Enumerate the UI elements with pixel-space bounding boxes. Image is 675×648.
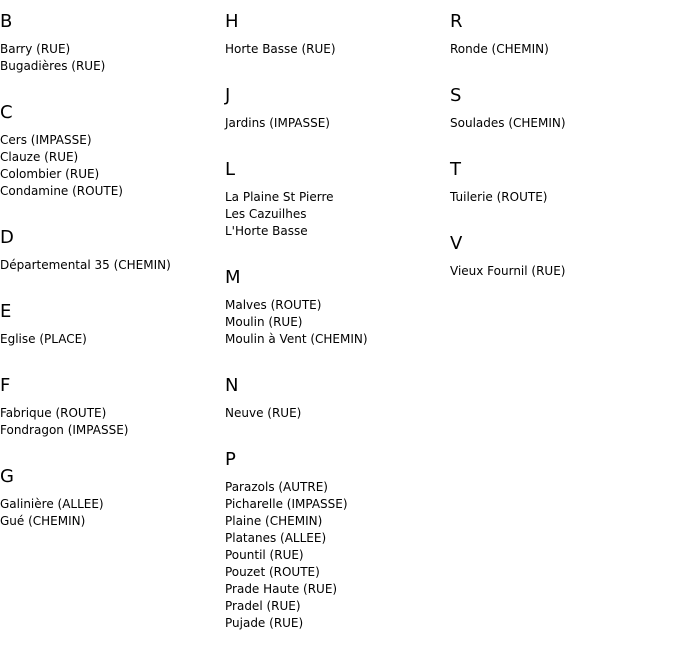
street-link[interactable]: Moulin à Vent (CHEMIN) — [225, 332, 368, 346]
street-link[interactable]: Départemental 35 (CHEMIN) — [0, 258, 171, 272]
street-list-item — [225, 405, 445, 422]
group-spacer — [225, 132, 445, 148]
group-spacer — [0, 530, 220, 546]
street-list — [0, 41, 220, 75]
letter-heading: M — [225, 267, 241, 288]
street-list-item — [0, 58, 220, 75]
letter-heading: V — [450, 233, 463, 254]
street-link[interactable]: Pouzet (ROUTE) — [225, 565, 320, 579]
group-spacer — [225, 422, 445, 438]
group-spacer — [450, 132, 670, 148]
group-spacer — [0, 200, 220, 216]
street-link[interactable]: Soulades (CHEMIN) — [450, 116, 566, 130]
street-list-item — [0, 513, 220, 530]
street-list-item — [225, 297, 445, 314]
group-spacer — [225, 348, 445, 364]
group-spacer — [450, 280, 670, 296]
street-list — [0, 496, 220, 530]
street-link[interactable]: Eglise (PLACE) — [0, 332, 87, 346]
street-link[interactable]: La Plaine St Pierre — [225, 190, 334, 204]
letter-heading: B — [0, 11, 13, 32]
street-list-item — [0, 132, 220, 149]
street-link[interactable]: Moulin (RUE) — [225, 315, 303, 329]
group-spacer — [225, 58, 445, 74]
street-list-item — [225, 530, 445, 547]
street-list — [0, 132, 220, 200]
street-link[interactable]: Clauze (RUE) — [0, 150, 79, 164]
street-list — [450, 41, 670, 58]
street-link[interactable]: Cers (IMPASSE) — [0, 133, 92, 147]
street-index-column-3 — [450, 0, 670, 296]
street-link[interactable]: Pujade (RUE) — [225, 616, 304, 630]
letter-heading: H — [225, 11, 239, 32]
street-list-item — [0, 496, 220, 513]
group-spacer — [450, 58, 670, 74]
street-list — [225, 405, 445, 422]
letter-group-c — [0, 101, 220, 216]
street-link[interactable]: Malves (ROUTE) — [225, 298, 322, 312]
letter-heading: C — [0, 102, 13, 123]
street-link[interactable]: Plaine (CHEMIN) — [225, 514, 323, 528]
group-spacer — [450, 206, 670, 222]
street-list — [225, 297, 445, 348]
street-link[interactable]: Galinière (ALLEE) — [0, 497, 104, 511]
letter-group-f — [0, 374, 220, 455]
letter-group-n — [225, 374, 445, 438]
street-list-item — [450, 189, 670, 206]
letter-group-r — [450, 10, 670, 74]
letter-group-b — [0, 10, 220, 91]
street-list-item — [225, 547, 445, 564]
letter-heading: E — [0, 301, 12, 322]
group-spacer — [225, 240, 445, 256]
street-list-item — [225, 331, 445, 348]
group-spacer — [225, 632, 445, 648]
street-link[interactable]: Bugadières (RUE) — [0, 59, 106, 73]
letter-group-e — [0, 300, 220, 364]
street-link[interactable]: Neuve (RUE) — [225, 406, 302, 420]
street-list-item — [0, 183, 220, 200]
street-index-column-1 — [0, 0, 220, 546]
street-link[interactable]: Fondragon (IMPASSE) — [0, 423, 129, 437]
letter-group-l — [225, 158, 445, 256]
street-list-item — [450, 115, 670, 132]
street-link[interactable]: Pradel (RUE) — [225, 599, 301, 613]
street-list-item — [0, 149, 220, 166]
street-link[interactable]: Horte Basse (RUE) — [225, 42, 336, 56]
street-list-item — [225, 189, 445, 206]
street-list — [225, 115, 445, 132]
letter-group-g — [0, 465, 220, 546]
street-list — [0, 331, 220, 348]
street-link[interactable]: Platanes (ALLEE) — [225, 531, 327, 545]
street-list — [225, 189, 445, 240]
letter-heading: F — [0, 375, 11, 396]
street-list-item — [0, 405, 220, 422]
letter-heading: T — [450, 159, 461, 180]
letter-heading: L — [225, 159, 236, 180]
street-list-item — [225, 513, 445, 530]
street-list — [450, 189, 670, 206]
street-link[interactable]: Parazols (AUTRE) — [225, 480, 328, 494]
street-index-column-2 — [225, 0, 445, 648]
letter-heading: P — [225, 449, 236, 470]
letter-group-v — [450, 232, 670, 296]
street-link[interactable]: Fabrique (ROUTE) — [0, 406, 107, 420]
street-list-item — [225, 223, 445, 240]
street-list — [225, 41, 445, 58]
group-spacer — [0, 439, 220, 455]
street-link[interactable]: Prade Haute (RUE) — [225, 582, 338, 596]
letter-group-j — [225, 84, 445, 148]
letter-group-p — [225, 448, 445, 648]
letter-heading: G — [0, 466, 14, 487]
street-list-item — [225, 564, 445, 581]
street-link[interactable]: Les Cazuilhes — [225, 207, 307, 221]
street-list-item — [0, 41, 220, 58]
street-link[interactable]: Ronde (CHEMIN) — [450, 42, 549, 56]
street-link[interactable]: Barry (RUE) — [0, 42, 71, 56]
street-list — [225, 479, 445, 632]
street-list-item — [225, 581, 445, 598]
letter-group-s — [450, 84, 670, 148]
street-list-item — [450, 263, 670, 280]
street-list-item — [450, 41, 670, 58]
street-list — [450, 115, 670, 132]
street-list-item — [0, 422, 220, 439]
letter-group-t — [450, 158, 670, 222]
group-spacer — [0, 348, 220, 364]
street-link[interactable]: Colombier (RUE) — [0, 167, 100, 181]
letter-group-d — [0, 226, 220, 290]
letter-heading: J — [225, 85, 231, 106]
street-list-item — [225, 206, 445, 223]
letter-heading: R — [450, 11, 463, 32]
street-link[interactable]: Tuilerie (ROUTE) — [450, 190, 548, 204]
street-list-item — [225, 496, 445, 513]
street-link[interactable]: Pountil (RUE) — [225, 548, 304, 562]
street-link[interactable]: Jardins (IMPASSE) — [225, 116, 330, 130]
street-list-item — [225, 314, 445, 331]
street-list-item — [0, 166, 220, 183]
letter-heading: S — [450, 85, 462, 106]
street-list — [0, 257, 220, 274]
letter-group-h — [225, 10, 445, 74]
letter-group-m — [225, 266, 445, 364]
street-list-item — [225, 115, 445, 132]
letter-heading: D — [0, 227, 14, 248]
street-list-item — [225, 598, 445, 615]
street-link[interactable]: Picharelle (IMPASSE) — [225, 497, 348, 511]
street-list-item — [225, 479, 445, 496]
street-list-item — [225, 41, 445, 58]
street-link[interactable]: Gué (CHEMIN) — [0, 514, 86, 528]
letter-heading: N — [225, 375, 239, 396]
street-list-item — [225, 615, 445, 632]
street-link[interactable]: Condamine (ROUTE) — [0, 184, 123, 198]
street-link[interactable]: L'Horte Basse — [225, 224, 308, 238]
street-list-item — [0, 331, 220, 348]
group-spacer — [0, 274, 220, 290]
street-link[interactable]: Vieux Fournil (RUE) — [450, 264, 566, 278]
street-list — [0, 405, 220, 439]
street-list-item — [0, 257, 220, 274]
street-list — [450, 263, 670, 280]
group-spacer — [0, 75, 220, 91]
